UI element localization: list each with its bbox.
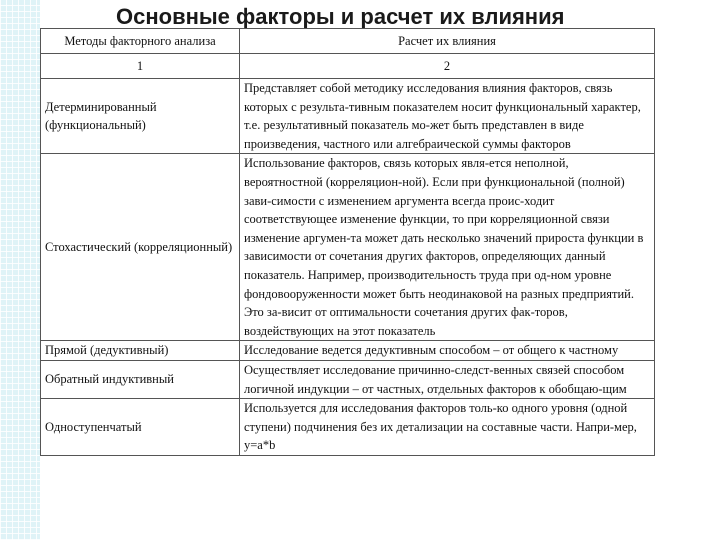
header-calculation: Расчет их влияния <box>240 29 655 54</box>
table-row <box>41 341 655 361</box>
method-description: Используется для исследования факторов толь-ко одного уровня (одной ступени) подчинения без их детализации на составные части. Напри-мер, у=а*b <box>240 399 655 456</box>
table-row <box>41 79 655 154</box>
method-name: Одноступенчатый <box>41 399 240 456</box>
page-title: Основные факторы и расчет их влияния <box>116 4 565 29</box>
method-name: Обратный индуктивный <box>41 360 240 398</box>
factor-analysis-table <box>40 28 655 456</box>
table-row <box>41 360 655 398</box>
method-name: Прямой (дедуктивный) <box>41 341 240 361</box>
table-header-row <box>41 29 655 54</box>
header-methods: Методы факторного анализа <box>41 29 240 54</box>
column-number-2: 2 <box>240 54 655 79</box>
method-description: Исследование ведется дедуктивным способом – от общего к частному <box>240 341 655 361</box>
column-number-row <box>41 54 655 79</box>
decorative-grid-band <box>0 0 40 540</box>
table-row <box>41 154 655 341</box>
method-name: Детерминированный (функциональный) <box>41 79 240 154</box>
method-description: Осуществляет исследование причинно-следст-венных связей способом логичной индукции – от частных, отдельных факторов к обобщаю-щим <box>240 360 655 398</box>
column-number-1: 1 <box>41 54 240 79</box>
table-row <box>41 399 655 456</box>
method-description: Представляет собой методику исследования влияния факторов, связь которых с результа-тивным показателем носит функциональный характер, т.е. результативный показатель мо-жет быть представлен в виде произведения, частного или алгебраической суммы факторов <box>240 79 655 154</box>
method-name: Стохастический (корреляционный) <box>41 154 240 341</box>
method-description: Использование факторов, связь которых явля-ется неполной, вероятностной (корреляцион-ной). Если при функциональной (полной) зави-симости с изменением аргумента всегда проис-ходит соответствующее изменение функции, то при корреляционной связи изменение аргумен-та может дать несколько значений прироста функции в зависимости от сочетания других факторов, определяющих данный показатель. Например, производительность труда при од-ном уровне фондовооруженности может быть неодинаковой на разных предприятий. Это за-висит от оптимальности сочетания других фак-торов, воздействующих на этот показатель <box>240 154 655 341</box>
